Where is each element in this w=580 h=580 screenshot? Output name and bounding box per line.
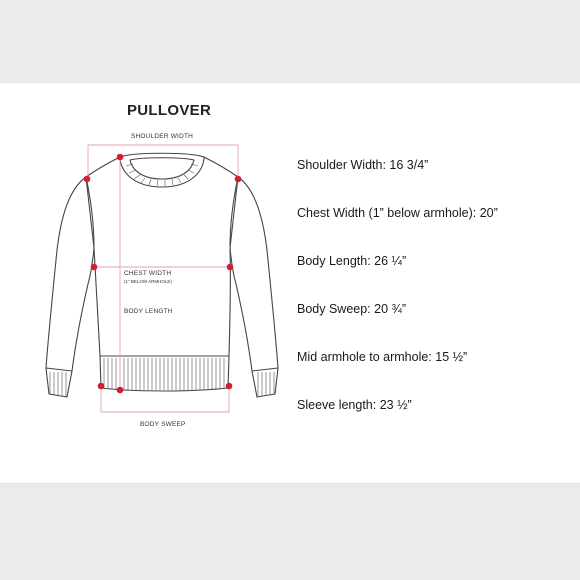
diagram-title: PULLOVER xyxy=(127,102,212,119)
measurement-sleeve-length: Sleeve length: 23 ½” xyxy=(297,398,412,412)
measurement-body-sweep: Body Sweep: 20 ¾” xyxy=(297,302,407,316)
chest-width-label: CHEST WIDTH xyxy=(124,270,172,277)
shoulder-width-label: SHOULDER WIDTH xyxy=(131,133,194,140)
measurement-armhole: Mid armhole to armhole: 15 ½” xyxy=(297,350,468,364)
left-sleeve xyxy=(46,177,94,397)
body-length-label: BODY LENGTH xyxy=(124,308,173,315)
body-sweep-label: BODY SWEEP xyxy=(140,421,186,428)
right-sleeve xyxy=(230,177,278,397)
measurement-shoulder-width: Shoulder Width: 16 3/4” xyxy=(297,158,429,172)
measurement-body-length: Body Length: 26 ¼” xyxy=(297,254,407,268)
measurement-chest-width: Chest Width (1” below armhole): 20” xyxy=(297,206,498,220)
hem-band xyxy=(100,356,229,391)
chest-width-note: (1" BELOW ARMHOLE) xyxy=(124,279,172,284)
